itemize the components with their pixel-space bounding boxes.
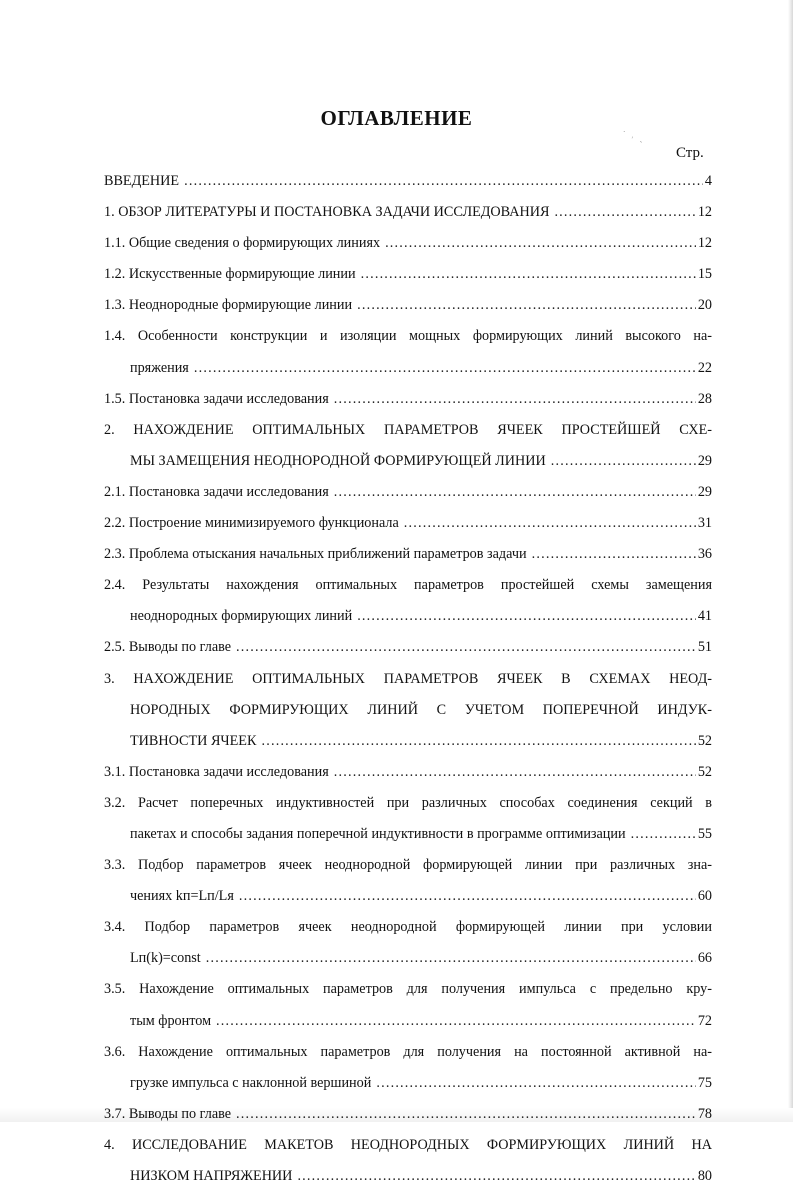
toc-entry-title-line: 1.4. Особенности конструкции и изоляции мощных формирующих линий высокого на-: [104, 328, 712, 345]
dot-leader: [357, 290, 696, 321]
dot-leader: [206, 943, 696, 974]
toc-entry-title: 1.3. Неоднородные формирующие линии: [104, 297, 353, 314]
toc-page-number: 60: [697, 888, 712, 905]
dot-leader: [297, 1161, 695, 1192]
toc-entry-s2-1: [104, 477, 712, 508]
toc-page-number: 75: [697, 1074, 712, 1091]
toc-entry-title: НИЗКОМ НАПРЯЖЕНИИ: [130, 1168, 293, 1184]
toc-entry-s1-2: [104, 259, 712, 290]
toc-entry-title-line: 3.5. Нахождение оптимальных параметров для получения импульса с предельно кру-: [104, 981, 712, 998]
toc-entry-title: тым фронтом: [130, 1012, 212, 1029]
toc-entry-title-line: НОРОДНЫХ ФОРМИРУЮЩИХ ЛИНИЙ С УЧЕТОМ ПОПЕРЕЧНОЙ ИНДУК-: [130, 701, 712, 718]
toc-entry-title: 2.5. Выводы по главе: [104, 639, 232, 656]
toc-entry-title: ТИВНОСТИ ЯЧЕЕК: [130, 732, 257, 749]
toc-page-number: 12: [697, 204, 712, 221]
toc-page-number: 52: [697, 763, 712, 780]
toc-entry-title: 1.1. Общие сведения о формирующих линиях: [104, 235, 381, 252]
dot-leader: [551, 446, 696, 477]
toc-entry-title: пакетах и способы задания поперечной индуктивности в программе оптимизации: [130, 825, 626, 842]
toc-entry-s3-3: [104, 850, 712, 912]
toc-entry-s1-3: [104, 290, 712, 321]
toc-entry-title: 3.7. Выводы по главе: [104, 1105, 232, 1122]
dot-leader: [236, 1099, 696, 1130]
toc-entry-s3-4: [104, 912, 712, 974]
dot-leader: [404, 508, 696, 539]
toc-page-number: 55: [697, 825, 712, 842]
toc-page-number: 31: [697, 515, 712, 532]
toc-entry-title: 2.2. Построение минимизируемого функционала: [104, 515, 399, 532]
toc-page-number: 28: [697, 390, 712, 407]
toc-page-number: 36: [697, 546, 712, 563]
toc-page-number: 29: [697, 452, 712, 469]
toc-page-number: 66: [697, 950, 712, 967]
toc-entry-title: 3.1. Постановка задачи исследования: [104, 763, 329, 780]
toc-page-number: 78: [697, 1105, 712, 1122]
toc-entry-s1-4: [104, 321, 712, 383]
toc-entry-s3-2: [104, 788, 712, 850]
toc-entry-s1-5: [104, 384, 712, 415]
toc-entry-title-line: 3.6. Нахождение оптимальных параметров для получения на постоянной активной на-: [104, 1043, 712, 1060]
scan-speck: ˙ ˒ ˎ: [621, 128, 647, 144]
dot-leader: [334, 757, 696, 788]
toc-entry-title: чениях kп=Lп/Lя: [130, 888, 234, 905]
toc-entry-ch4: [104, 1130, 712, 1192]
toc-entry-ch2: [104, 415, 712, 477]
dot-leader: [216, 1006, 696, 1037]
toc-page-number: 51: [697, 639, 712, 656]
dot-leader: [532, 539, 696, 570]
toc-entry-title-line: 3.2. Расчет поперечных индуктивностей при различных способах соединения секций в: [104, 794, 712, 811]
dot-leader: [194, 353, 696, 384]
toc-entry-s3-7: [104, 1099, 712, 1130]
toc-entry-title-line: 4. ИССЛЕДОВАНИЕ МАКЕТОВ НЕОДНОРОДНЫХ ФОРМИРУЮЩИХ ЛИНИЙ НА: [104, 1136, 712, 1153]
page-title: ОГЛАВЛЕНИЕ: [320, 106, 473, 130]
toc-entry-title: грузке импульса с наклонной вершиной: [130, 1074, 372, 1091]
toc-page-number: 20: [697, 297, 712, 314]
toc-entry-title: 2.3. Проблема отыскания начальных приближений параметров задачи: [104, 546, 527, 563]
table-of-contents: [104, 166, 712, 1192]
dot-leader: [184, 166, 703, 197]
toc-entry-intro: [104, 166, 712, 197]
toc-entry-title-line: 3. НАХОЖДЕНИЕ ОПТИМАЛЬНЫХ ПАРАМЕТРОВ ЯЧЕЕК В СХЕМАХ НЕОД-: [104, 670, 712, 687]
dot-leader: [357, 601, 696, 632]
dot-leader: [554, 197, 695, 228]
toc-entry-ch3: [104, 664, 712, 757]
toc-entry-s3-6: [104, 1037, 712, 1099]
toc-entry-s3-1: [104, 757, 712, 788]
toc-entry-s2-3: [104, 539, 712, 570]
dot-leader: [239, 881, 696, 912]
toc-entry-title: МЫ ЗАМЕЩЕНИЯ НЕОДНОРОДНОЙ ФОРМИРУЮЩЕЙ ЛИНИИ: [130, 452, 546, 469]
toc-page-number: 52: [697, 732, 712, 749]
toc-entry-ch1: [104, 197, 712, 228]
dot-leader: [334, 384, 696, 415]
dot-leader: [261, 726, 695, 757]
toc-entry-title-line: 2.4. Результаты нахождения оптимальных параметров простейшей схемы замещения: [104, 577, 712, 594]
toc-page-number: 12: [697, 235, 712, 252]
toc-entry-title: пряжения: [130, 359, 189, 376]
toc-page-number: 80: [697, 1168, 712, 1184]
toc-entry-s2-5: [104, 632, 712, 663]
toc-entry-title: 1. ОБЗОР ЛИТЕРАТУРЫ И ПОСТАНОВКА ЗАДАЧИ ИССЛЕДОВАНИЯ: [104, 204, 550, 221]
page-column-label: Стр.: [676, 145, 704, 161]
toc-entry-s2-4: [104, 570, 712, 632]
toc-entry-s1-1: [104, 228, 712, 259]
toc-page-number: 72: [697, 1012, 712, 1029]
toc-entry-title-line: 3.4. Подбор параметров ячеек неоднородной формирующей линии при условии: [104, 919, 712, 936]
toc-entry-s2-2: [104, 508, 712, 539]
dot-leader: [385, 228, 696, 259]
toc-entry-title-line: 2. НАХОЖДЕНИЕ ОПТИМАЛЬНЫХ ПАРАМЕТРОВ ЯЧЕЕК ПРОСТЕЙШЕЙ СХЕ-: [104, 421, 712, 438]
toc-page-number: 22: [697, 359, 712, 376]
toc-entry-s3-5: [104, 974, 712, 1036]
toc-page-number: 15: [697, 266, 712, 283]
toc-page-number: 4: [704, 173, 712, 189]
toc-entry-title: 1.5. Постановка задачи исследования: [104, 390, 329, 407]
dot-leader: [631, 819, 696, 850]
toc-entry-title: 2.1. Постановка задачи исследования: [104, 483, 329, 500]
toc-page-number: 41: [697, 608, 712, 625]
dot-leader: [334, 477, 696, 508]
dot-leader: [376, 1068, 695, 1099]
toc-entry-title: Lп(k)=const: [130, 950, 201, 967]
dot-leader: [236, 632, 696, 663]
toc-entry-title: 1.2. Искусственные формирующие линии: [104, 266, 356, 283]
toc-entry-title: ВВЕДЕНИЕ: [104, 173, 180, 189]
toc-page-number: 29: [697, 483, 712, 500]
toc-entry-title: неоднородных формирующих линий: [130, 608, 353, 625]
toc-entry-title-line: 3.3. Подбор параметров ячеек неоднородной формирующей линии при различных зна-: [104, 857, 712, 874]
scan-edge-shadow: [788, 0, 793, 1122]
dot-leader: [361, 259, 696, 290]
